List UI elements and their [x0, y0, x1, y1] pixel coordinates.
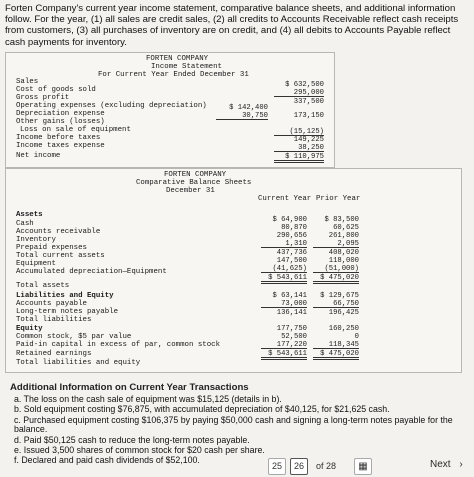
bs-row-prior: 118,000 [328, 257, 359, 265]
bs-row-prior: 160,250 [328, 325, 359, 333]
bs-row-current: 52,500 [281, 333, 307, 341]
pagination [268, 458, 374, 477]
bs-row-label: Common stock, $5 par value [16, 333, 132, 341]
bs-row-prior: $ 475,020 [313, 350, 359, 360]
is-row-label: Gross profit [16, 94, 70, 102]
additional-info-list [14, 395, 462, 467]
bs-row-label: Prepaid expenses [16, 244, 87, 252]
bs-row-current: 290,656 [276, 232, 307, 240]
bs-section-liabilities: Liabilities and Equity [16, 292, 114, 300]
bs-row-current: $ 63,141 [272, 292, 307, 300]
bs-row-label: Long-term notes payable [16, 308, 119, 316]
bs-section-equity: Equity [16, 325, 43, 333]
bs-date: December 31 [166, 187, 215, 195]
bs-row-current: 1,310 [261, 240, 307, 248]
bs-row-prior: 196,425 [328, 309, 359, 317]
bs-row-current: $ 64,900 [272, 216, 307, 224]
bs-row-prior: 2,095 [313, 240, 359, 248]
page-prev-button[interactable]: 25 [268, 458, 286, 475]
bs-row-label: Total current assets [16, 252, 105, 260]
bs-row-prior: (51,000) [313, 265, 359, 273]
balance-sheet [5, 168, 462, 373]
is-row-label: Other gains (losses) [16, 118, 105, 126]
bs-row-prior: $ 475,020 [313, 274, 359, 284]
additional-info-item: e. Issued 3,500 shares of common stock for $20 cash per share. [14, 444, 265, 455]
is-row-value: $ 110,975 [274, 153, 324, 163]
bs-row-label: Accounts payable [16, 300, 87, 308]
additional-info-item: b. Sold equipment costing $76,875, with accumulated depreciation of $40,125, for $21,625 cash. [14, 404, 390, 415]
bs-row-current: 80,870 [281, 224, 307, 232]
problem-intro: Forten Company's current year income statement, comparative balance sheets, and additional information follow. For the year, (1) all sales are credit sales, (2) all credits to Accounts Receivable reflect cash receipts from customers, (3) all purchases of inventory are on credit, and (4) all debits to Accounts Payable reflect cash payments for inventory. [5, 3, 459, 48]
bs-row-label: Accumulated depreciation—Equipment [16, 268, 167, 276]
next-button[interactable] [430, 459, 463, 470]
bs-row-prior: 118,345 [313, 341, 359, 349]
bs-row-prior: 60,625 [333, 224, 359, 232]
bs-row-current: 136,141 [276, 309, 307, 317]
page-of-label: of 28 [316, 461, 337, 471]
bs-row-label: Paid-in capital in excess of par, common stock [16, 341, 221, 349]
is-row-value: (15,125) [274, 128, 324, 136]
bs-row-label: Equipment [16, 260, 56, 268]
is-row-label: Cost of goods sold [16, 86, 96, 94]
is-row-value: 38,250 [274, 144, 324, 152]
is-row-value: 149,225 [293, 136, 324, 144]
is-title: Income Statement [151, 63, 222, 71]
bs-row-prior: $ 129,675 [320, 292, 359, 300]
additional-info-item: d. Paid $50,125 cash to reduce the long-term notes payable. [14, 434, 250, 445]
bs-row-current: 177,750 [276, 325, 307, 333]
bs-row-prior: $ 83,500 [324, 216, 359, 224]
is-row-label: Net income [16, 152, 61, 160]
bs-row-current: 177,220 [261, 341, 307, 349]
is-row-label: Income taxes expense [16, 142, 105, 150]
is-row-label: Depreciation expense [16, 110, 105, 118]
bs-row-label: Accounts receivable [16, 228, 101, 236]
bs-row-label: Total liabilities and equity [16, 359, 141, 367]
next-label: Next [430, 459, 451, 470]
is-company: FORTEN COMPANY [146, 55, 209, 63]
additional-info-item: f. Declared and paid cash dividends of $52,100. [14, 455, 200, 466]
is-row-label: Sales [16, 78, 39, 86]
bs-row-current: 147,500 [276, 257, 307, 265]
additional-info-item: a. The loss on the cash sale of equipment was $15,125 (details in b). [14, 394, 282, 404]
income-statement [5, 52, 335, 168]
is-row-value: 295,000 [274, 89, 324, 97]
is-row-label: Operating expenses (excluding depreciation) [16, 102, 207, 110]
bs-row-prior: 408,020 [328, 249, 359, 257]
bs-col-prior: Prior Year [316, 195, 361, 203]
additional-info-item: c. Purchased equipment costing $106,375 by paying $50,000 cash and signing a long-term notes payable for the balance. [14, 414, 453, 435]
page-current-button[interactable]: 26 [290, 458, 308, 475]
is-row-label: Loss on sale of equipment [20, 126, 131, 134]
bs-row-current: 437,736 [276, 249, 307, 257]
additional-info-title: Additional Information on Current Year Transactions [10, 382, 249, 393]
is-row-value: 337,500 [293, 98, 324, 106]
bs-row-prior: 0 [354, 333, 359, 341]
bs-section-assets: Assets [16, 211, 43, 219]
is-row-value: 173,150 [293, 112, 324, 120]
bs-company: FORTEN COMPANY [164, 171, 227, 179]
is-period: For Current Year Ended December 31 [98, 71, 249, 79]
bs-row-label: Total assets [16, 282, 70, 290]
is-row-value: 30,750 [216, 112, 268, 120]
bs-title: Comparative Balance Sheets [136, 179, 252, 187]
is-row-label: Income before taxes [16, 134, 101, 142]
bs-row-label: Inventory [16, 236, 56, 244]
is-row-value: $ 632,500 [285, 81, 324, 89]
bs-row-label: Total liabilities [16, 316, 92, 324]
bs-row-current: (41,625) [261, 265, 307, 273]
bs-row-prior: 66,750 [313, 300, 359, 308]
is-row-value: $ 142,400 [229, 104, 268, 112]
bs-row-label: Retained earnings [16, 350, 92, 358]
bs-row-label: Cash [16, 220, 34, 228]
bs-row-current: $ 543,611 [261, 350, 307, 360]
chevron-right-icon: › [459, 459, 463, 470]
bs-col-current: Current Year [258, 195, 312, 203]
bs-row-current: $ 543,611 [261, 274, 307, 284]
bs-row-current: 73,000 [261, 300, 307, 308]
bs-row-prior: 261,800 [328, 232, 359, 240]
grid-icon[interactable]: ▦ [354, 458, 372, 475]
